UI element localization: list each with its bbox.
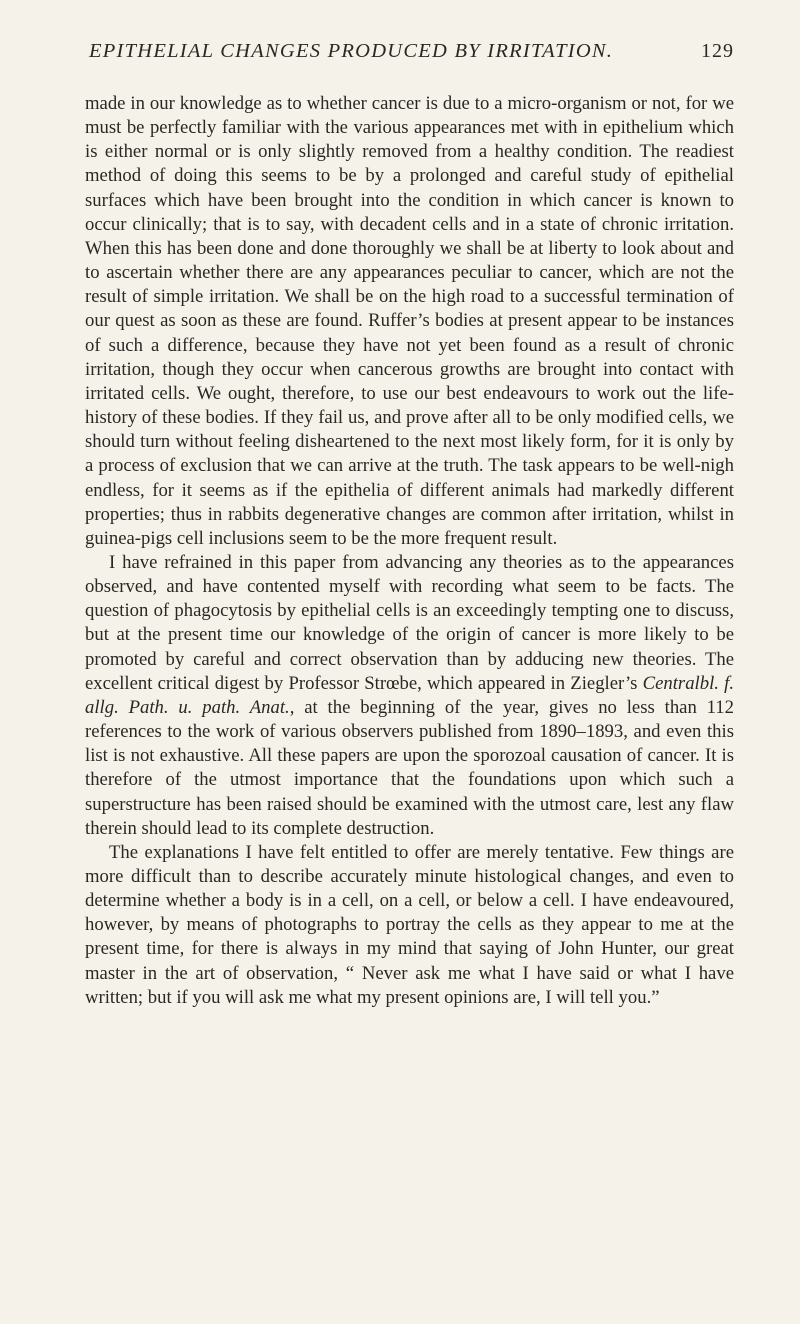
paragraph-text-before-journal: I have refrained in this paper from advancing any theories as to the appearances observed, and have contented myself with recording what seem to be facts. The question of phagocytosis by epithelial cells is an exceedingly tempting one to discuss, but at the present time our knowledge of the origin of cancer is more likely to be promoted by careful and correct observation than by adducing new theories. The excellent critical digest by Professor Strœbe, which appeared in Ziegler’s <box>85 551 734 694</box>
journal-title: Centralbl. f. allg. Path. u. path. Anat. <box>85 672 735 718</box>
running-header <box>85 40 734 72</box>
paragraph-conclusion: The explanations I have felt entitled to offer are merely tentative. Few things are more difficult than to describe accurately minute histological changes, and even to determine whether a body is in a cell, on a cell, or below a cell. I have endeavoured, however, by means of photographs to portray the cells as they appear to me at the present time, for there is always in my mind that saying of John Hunter, our great master in the art of observation, “ Never ask me what I have said or what I have written; but if you will ask me what my present opinions are, I will tell you.” <box>85 841 734 1008</box>
running-title: EPITHELIAL CHANGES PRODUCED BY IRRITATION. <box>89 40 614 62</box>
paragraph-continued: made in our knowledge as to whether cancer is due to a micro-organism or not, for we must be perfectly familiar with the various appearances met with in epithelium which is either normal or is only slightly removed from a healthy condition. The readiest method of doing this seems to be by a prolonged and careful study of epithelial surfaces which have been brought into the condition in which cancer is known to occur clinically; that is to say, with decadent cells and in a state of chronic irritation. When this has been done and done thoroughly we shall be at liberty to look about and to ascertain whether there are any appearances peculiar to cancer, which are not the result of simple irritation. We shall be on the high road to a successful termination of our quest as soon as these are found. Ruffer’s bodies at present appear to be instances of such a difference, because they have not yet been found as a result of chronic irritation, though they occur when cancerous growths are brought into contact with irritated cells. We ought, therefore, to use our best endeavours to work out the life-history of these bodies. If they fail us, and prove after all to be only modified cells, we should turn without feeling disheartened to the next most likely form, for it is only by a process of exclusion that we can arrive at the truth. The task appears to be well-nigh endless, for it seems as if the epithelia of different animals had markedly different properties; thus in rabbits degenerative changes are common after irritation, whilst in guinea-pigs cell inclusions seem to be the more frequent result. <box>85 93 734 549</box>
paragraph-text-after-journal: , at the beginning of the year, gives no less than 112 references to the work of various observers published from 1890–1893, and even this list is not exhaustive. All these papers are upon the sporozoal causation of cancer. It is therefore of the utmost importance that the foundations upon which such a superstructure has been raised should be examined with the utmost care, lest any flaw therein should lead to its complete destruction. <box>85 696 734 839</box>
page-number: 129 <box>701 40 734 62</box>
body-text <box>85 92 734 1010</box>
paragraph-methodology <box>85 551 734 841</box>
